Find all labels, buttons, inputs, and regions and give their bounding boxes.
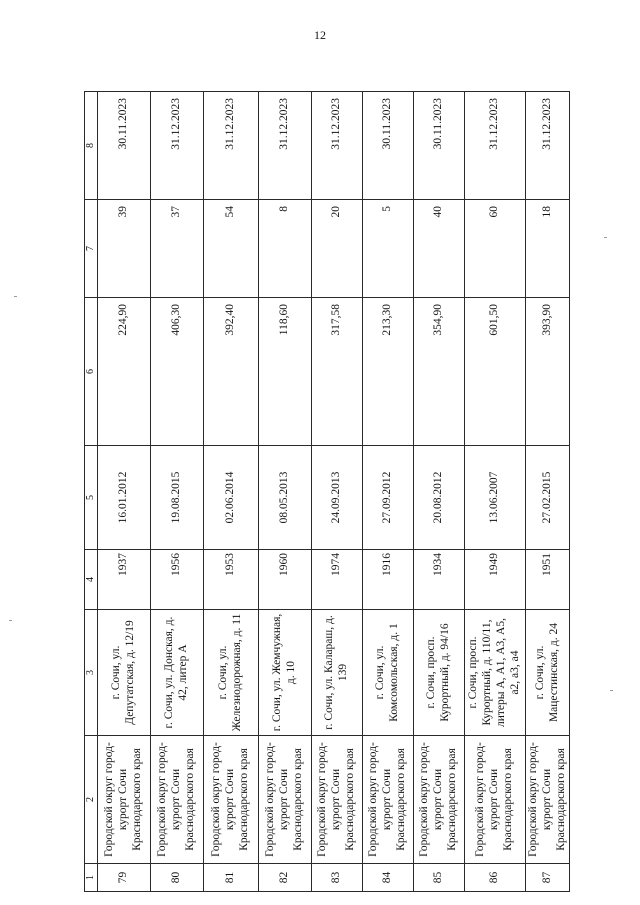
column-number: 8 — [85, 92, 98, 200]
row-number: 84 — [363, 864, 414, 892]
table-row — [414, 92, 465, 892]
area-cell: 118,60 — [259, 298, 312, 446]
area-cell: 213,30 — [363, 298, 414, 446]
count-cell: 54 — [204, 200, 259, 298]
municipality-cell: Городской округ город-курорт Сочи Краснодарского края — [98, 736, 151, 864]
column-number: 7 — [85, 200, 98, 298]
count-cell: 8 — [259, 200, 312, 298]
row-number: 79 — [98, 864, 151, 892]
deadline-cell: 31.12.2023 — [465, 92, 526, 200]
address-cell: г. Сочи, ул. Мацестинская, д. 24 — [526, 610, 570, 736]
year-cell: 1960 — [259, 550, 312, 610]
row-number: 86 — [465, 864, 526, 892]
table-row — [98, 92, 151, 892]
address-cell: г. Сочи, просп. Курортный, д. 94/16 — [414, 610, 465, 736]
area-cell: 224,90 — [98, 298, 151, 446]
count-cell: 39 — [98, 200, 151, 298]
deadline-cell: 30.11.2023 — [98, 92, 151, 200]
year-cell: 1956 — [151, 550, 204, 610]
row-number: 83 — [312, 864, 363, 892]
municipality-cell: Городской округ город-курорт Сочи Краснодарского края — [526, 736, 570, 864]
area-cell: 393,90 — [526, 298, 570, 446]
area-cell: 406,30 — [151, 298, 204, 446]
table-row — [259, 92, 312, 892]
deadline-cell: 30.11.2023 — [363, 92, 414, 200]
date-cell: 08.05.2013 — [259, 446, 312, 550]
scan-speck — [604, 237, 607, 238]
scan-speck — [610, 690, 613, 691]
table-row — [204, 92, 259, 892]
count-cell: 20 — [312, 200, 363, 298]
deadline-cell: 31.12.2023 — [259, 92, 312, 200]
housing-table — [84, 91, 570, 892]
year-cell: 1916 — [363, 550, 414, 610]
row-number: 80 — [151, 864, 204, 892]
address-cell: г. Сочи, ул. Жемчужная, д. 10 — [259, 610, 312, 736]
municipality-cell: Городской округ город-курорт Сочи Краснодарского края — [312, 736, 363, 864]
area-cell: 392,40 — [204, 298, 259, 446]
scan-speck — [14, 296, 17, 297]
area-cell: 601,50 — [465, 298, 526, 446]
municipality-cell: Городской округ город-курорт Сочи Краснодарского края — [204, 736, 259, 864]
year-cell: 1953 — [204, 550, 259, 610]
municipality-cell: Городской округ город-курорт Сочи Краснодарского края — [465, 736, 526, 864]
deadline-cell: 31.12.2023 — [204, 92, 259, 200]
table-row — [312, 92, 363, 892]
year-cell: 1974 — [312, 550, 363, 610]
year-cell: 1934 — [414, 550, 465, 610]
column-number: 6 — [85, 298, 98, 446]
municipality-cell: Городской округ город-курорт Сочи Краснодарского края — [363, 736, 414, 864]
municipality-cell: Городской округ город-курорт Сочи Краснодарского края — [259, 736, 312, 864]
address-cell: г. Сочи, ул. Калараш, д. 139 — [312, 610, 363, 736]
count-cell: 37 — [151, 200, 204, 298]
address-cell: г. Сочи, ул. Депутатская, д. 12/19 — [98, 610, 151, 736]
column-number: 3 — [85, 610, 98, 736]
table-rotated-wrapper — [84, 92, 567, 892]
date-cell: 16.01.2012 — [98, 446, 151, 550]
row-number: 82 — [259, 864, 312, 892]
date-cell: 02.06.2014 — [204, 446, 259, 550]
table-row — [465, 92, 526, 892]
count-cell: 5 — [363, 200, 414, 298]
address-cell: г. Сочи, ул. Железнодорожная, д. 11 — [204, 610, 259, 736]
table-row — [151, 92, 204, 892]
date-cell: 27.02.2015 — [526, 446, 570, 550]
date-cell: 27.09.2012 — [363, 446, 414, 550]
area-cell: 317,58 — [312, 298, 363, 446]
scan-speck — [9, 620, 12, 621]
row-number: 85 — [414, 864, 465, 892]
count-cell: 40 — [414, 200, 465, 298]
municipality-cell: Городской округ город-курорт Сочи Краснодарского края — [414, 736, 465, 864]
row-number: 81 — [204, 864, 259, 892]
date-cell: 20.08.2012 — [414, 446, 465, 550]
row-number: 87 — [526, 864, 570, 892]
column-number-row — [85, 92, 98, 892]
count-cell: 18 — [526, 200, 570, 298]
deadline-cell: 30.11.2023 — [414, 92, 465, 200]
deadline-cell: 31.12.2023 — [526, 92, 570, 200]
table-row — [363, 92, 414, 892]
address-cell: г. Сочи, ул. Комсомольская, д. 1 — [363, 610, 414, 736]
column-number: 1 — [85, 864, 98, 892]
column-number: 2 — [85, 736, 98, 864]
column-number: 4 — [85, 550, 98, 610]
date-cell: 24.09.2013 — [312, 446, 363, 550]
column-number: 5 — [85, 446, 98, 550]
year-cell: 1949 — [465, 550, 526, 610]
municipality-cell: Городской округ город-курорт Сочи Краснодарского края — [151, 736, 204, 864]
deadline-cell: 31.12.2023 — [312, 92, 363, 200]
address-cell: г. Сочи, просп. Курортный, д. 110/11, литеры А, А1, А3, А5, а2, а3, а4 — [465, 610, 526, 736]
table-body — [85, 92, 570, 892]
area-cell: 354,90 — [414, 298, 465, 446]
date-cell: 19.08.2015 — [151, 446, 204, 550]
page-number: 12 — [314, 28, 326, 42]
address-cell: г. Сочи, ул. Донская, д. 42, литер А — [151, 610, 204, 736]
year-cell: 1937 — [98, 550, 151, 610]
date-cell: 13.06.2007 — [465, 446, 526, 550]
deadline-cell: 31.12.2023 — [151, 92, 204, 200]
table-row — [526, 92, 570, 892]
count-cell: 60 — [465, 200, 526, 298]
year-cell: 1951 — [526, 550, 570, 610]
